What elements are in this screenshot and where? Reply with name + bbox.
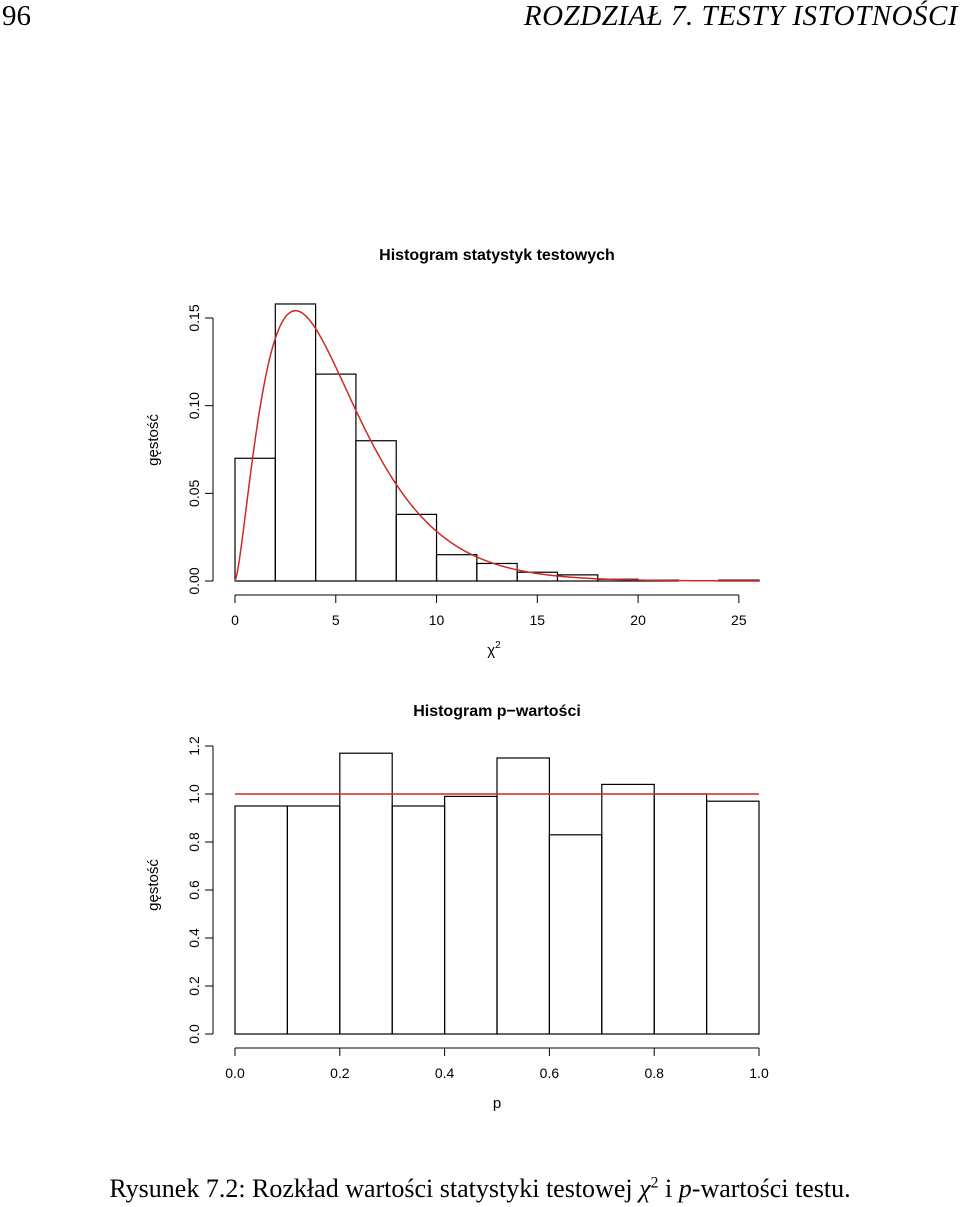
y-tick-label: 0.6 [186, 880, 202, 900]
y-tick-label: 1.2 [186, 736, 202, 756]
histogram-bar [275, 304, 315, 581]
x-tick-label: 1.0 [749, 1065, 769, 1081]
x-axis-label-symbol: χ [487, 642, 496, 659]
y-tick-label: 0.05 [186, 479, 202, 507]
x-tick-label: 20 [630, 612, 646, 628]
density-curve [235, 311, 759, 581]
y-tick-label: 0.4 [186, 928, 202, 948]
histogram-bar [356, 441, 396, 581]
y-tick-label: 0.2 [186, 976, 202, 996]
caption-suffix: -wartości testu. [691, 1174, 851, 1203]
chart-title: Histogram p−wartości [413, 703, 581, 720]
x-tick-label: 15 [529, 612, 546, 628]
x-tick-label: 0.8 [644, 1065, 664, 1081]
y-axis-label: gęstość [145, 414, 162, 466]
page-header [0, 0, 960, 40]
y-tick-label: 0.8 [186, 832, 202, 852]
histogram-bar [549, 835, 601, 1034]
x-tick-label: 0.2 [330, 1065, 350, 1081]
histogram-bar [235, 458, 275, 581]
x-tick-label: 0.4 [434, 1065, 455, 1081]
y-tick-label: 1.0 [186, 784, 202, 804]
histogram-bar [316, 374, 356, 581]
chi-square-histogram-svg [0, 230, 960, 670]
histogram-bar [477, 563, 517, 581]
histogram-bar [445, 796, 497, 1034]
caption-chi-symbol: χ [639, 1174, 651, 1203]
histogram-bar [340, 753, 392, 1034]
histogram-bar [396, 514, 436, 581]
figure-caption [0, 1174, 960, 1204]
caption-p-symbol: p [678, 1174, 692, 1203]
x-tick-label: 0.0 [225, 1065, 245, 1081]
running-head: ROZDZIAŁ 7. TESTY ISTOTNOŚCI [523, 0, 958, 32]
x-tick-label: 0.6 [539, 1065, 560, 1081]
x-tick-label: 25 [731, 612, 747, 628]
y-tick-label: 0.0 [186, 1024, 202, 1044]
histogram-bar [707, 801, 759, 1034]
x-axis-label: p [492, 1095, 502, 1112]
histogram-bar [235, 806, 287, 1034]
y-axis-label: gęstość [145, 859, 162, 911]
p-value-histogram-svg [0, 690, 960, 1120]
x-tick-label: 10 [428, 612, 445, 628]
chart-title: Histogram statystyk testowych [379, 247, 615, 264]
y-tick-label: 0.15 [186, 304, 202, 332]
histogram-bar [654, 794, 706, 1034]
histogram-bar [602, 784, 654, 1034]
x-axis-label-superscript: 2 [495, 640, 501, 651]
caption-middle: i [658, 1174, 679, 1203]
y-tick-label: 0.00 [186, 567, 202, 595]
histogram-bar [437, 555, 477, 581]
p-value-histogram [0, 690, 960, 1120]
histogram-bar [392, 806, 444, 1034]
y-tick-label: 0.10 [186, 392, 202, 420]
chi-square-histogram [0, 230, 960, 670]
page-number: 96 [2, 0, 31, 32]
histogram-bar [497, 758, 549, 1034]
histogram-bar [287, 806, 339, 1034]
x-axis-label [487, 640, 501, 659]
x-tick-label: 5 [331, 612, 340, 628]
caption-prefix: Rysunek 7.2: Rozkład wartości statystyki testowej [109, 1174, 640, 1203]
caption-superscript: 2 [650, 1174, 659, 1192]
x-tick-label: 0 [231, 612, 239, 628]
